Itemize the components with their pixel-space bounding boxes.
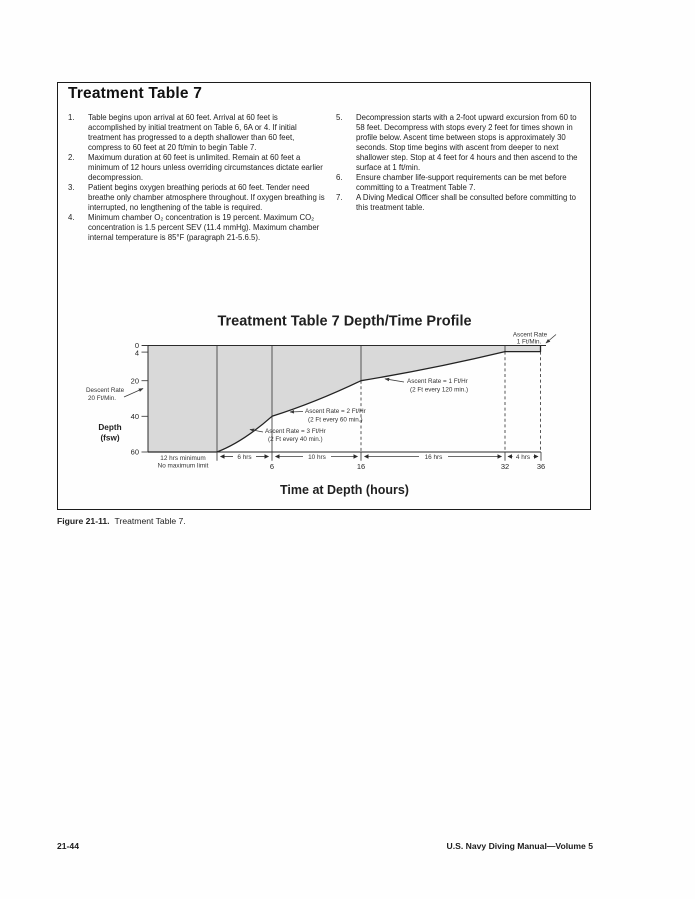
svg-text:(2 Ft every 120 min.): (2 Ft every 120 min.) bbox=[410, 386, 469, 394]
note-item-6 bbox=[336, 173, 584, 193]
note-item-2 bbox=[68, 153, 326, 183]
svg-text:(2 Ft every 40 min.): (2 Ft every 40 min.) bbox=[268, 436, 323, 443]
figure-caption-label: Figure 21-11. bbox=[57, 516, 110, 526]
note-text: Patient begins oxygen breathing periods at 60 feet. Tender need breathe only chamber atmosphere throughout. If oxygen breathing is interrupted, no lengthening of the table is required. bbox=[88, 182, 325, 212]
annotation-ascent-3fthr bbox=[250, 428, 326, 443]
notes-column-left bbox=[68, 113, 326, 243]
span-label: 16 hrs bbox=[424, 454, 443, 461]
note-text: Minimum chamber O₂ concentration is 19 percent. Maximum CO₂ concentration is 1.5 percent SEV (11.4 mmHg). Maximum chamber internal temperature is 85°F (paragraph 21-5.6.5). bbox=[88, 212, 320, 242]
footer-manual-title: U.S. Navy Diving Manual—Volume 5 bbox=[446, 841, 593, 851]
y-axis-ticks bbox=[131, 341, 148, 457]
svg-text:Ascent Rate: Ascent Rate bbox=[512, 331, 548, 339]
footer-page-number: 21-44 bbox=[57, 841, 79, 851]
note-text: A Diving Medical Officer shall be consulted before committing to this treatment table. bbox=[356, 192, 577, 212]
svg-text:Ascent Rate = 2 Ft/Hr: Ascent Rate = 2 Ft/Hr bbox=[305, 408, 366, 415]
note-text: Maximum duration at 60 feet is unlimited. Remain at 60 feet a minimum of 12 hours unless overriding circumstances dictate earlier decompression. bbox=[88, 152, 323, 182]
note-number: 4. bbox=[68, 212, 75, 222]
svg-text:20 Ft/Min.: 20 Ft/Min. bbox=[88, 395, 116, 402]
x-tick-label: 16 bbox=[356, 462, 366, 471]
note-number: 3. bbox=[68, 182, 75, 192]
note-item-4 bbox=[68, 213, 326, 243]
span-label: 4 hrs bbox=[515, 454, 531, 461]
hold-note-line1: 12 hrs minimum bbox=[160, 454, 206, 462]
note-number: 5. bbox=[336, 113, 343, 122]
x-tick-label: 36 bbox=[536, 462, 546, 471]
y-tick-label: 60 bbox=[130, 447, 139, 457]
svg-text:1 Ft/Min.: 1 Ft/Min. bbox=[516, 338, 542, 346]
y-tick-label: 4 bbox=[134, 348, 139, 358]
note-number: 1. bbox=[68, 113, 75, 122]
note-item-5 bbox=[336, 113, 584, 173]
svg-text:Ascent Rate = 3 Ft/Hr: Ascent Rate = 3 Ft/Hr bbox=[265, 428, 326, 435]
figure-caption bbox=[57, 516, 186, 526]
notes-column-right bbox=[336, 113, 584, 213]
y-tick-label: 20 bbox=[130, 376, 139, 386]
y-axis-title-line2: (fsw) bbox=[100, 433, 120, 443]
y-tick-label: 40 bbox=[130, 412, 139, 421]
chart-title: Treatment Table 7 Depth/Time Profile bbox=[217, 313, 472, 330]
note-item-1 bbox=[68, 113, 326, 153]
figure-caption-text: Treatment Table 7. bbox=[114, 516, 186, 526]
note-text: Table begins upon arrival at 60 feet. Arrival at 60 feet is accomplished by initial treatment on Table 6, 6A or 4. If initial treatment has progressed to a depth shallower than 60 feet, compress to 60 feet at 20 ft/min to begin Table 7. bbox=[88, 113, 297, 152]
span-label: 6 hrs bbox=[237, 454, 252, 461]
panel-title: Treatment Table 7 bbox=[68, 85, 203, 102]
y-axis-title-line1: Depth bbox=[98, 423, 122, 432]
svg-text:Ascent Rate = 1 Ft/Hr: Ascent Rate = 1 Ft/Hr bbox=[407, 378, 468, 385]
annotation-descent-rate bbox=[86, 387, 143, 402]
note-text: Ensure chamber life-support requirements can be met before committing to a Treatment Table 7. bbox=[356, 172, 567, 192]
depth-time-profile-chart bbox=[57, 300, 591, 505]
annotation-ascent-1fthr bbox=[385, 378, 468, 394]
svg-text:Descent Rate: Descent Rate bbox=[86, 387, 125, 394]
duration-spans bbox=[221, 454, 539, 461]
note-text: Decompression starts with a 2-foot upward excursion from 60 to 58 feet. Decompress with stops every 2 feet for times shown in profile below. Ascent time between stops is approximately 30 seconds. Stop time begins with ascent from deeper to next shallower step. Stop at 4 feet for 4 hours and then ascend to the surface at 1 ft/min. bbox=[356, 113, 578, 172]
svg-text:(2 Ft every 60 min.): (2 Ft every 60 min.) bbox=[308, 416, 363, 424]
hold-note-line2: No maximum limit bbox=[157, 462, 209, 470]
note-item-7 bbox=[336, 193, 584, 213]
x-axis-title: Time at Depth (hours) bbox=[280, 483, 409, 497]
x-tick-label: 32 bbox=[500, 462, 510, 471]
note-item-3 bbox=[68, 183, 326, 213]
note-number: 2. bbox=[68, 152, 75, 162]
note-number: 6. bbox=[336, 172, 343, 182]
x-tick-label: 6 bbox=[269, 462, 275, 471]
x-axis-ticks bbox=[217, 452, 545, 471]
y-tick-label: 0 bbox=[134, 341, 139, 351]
annotation-surface-ascent-rate bbox=[513, 332, 556, 346]
profile-shaded-area bbox=[148, 346, 541, 453]
annotation-ascent-2fthr bbox=[290, 408, 366, 424]
span-label: 10 hrs bbox=[308, 454, 326, 461]
note-number: 7. bbox=[336, 192, 343, 202]
